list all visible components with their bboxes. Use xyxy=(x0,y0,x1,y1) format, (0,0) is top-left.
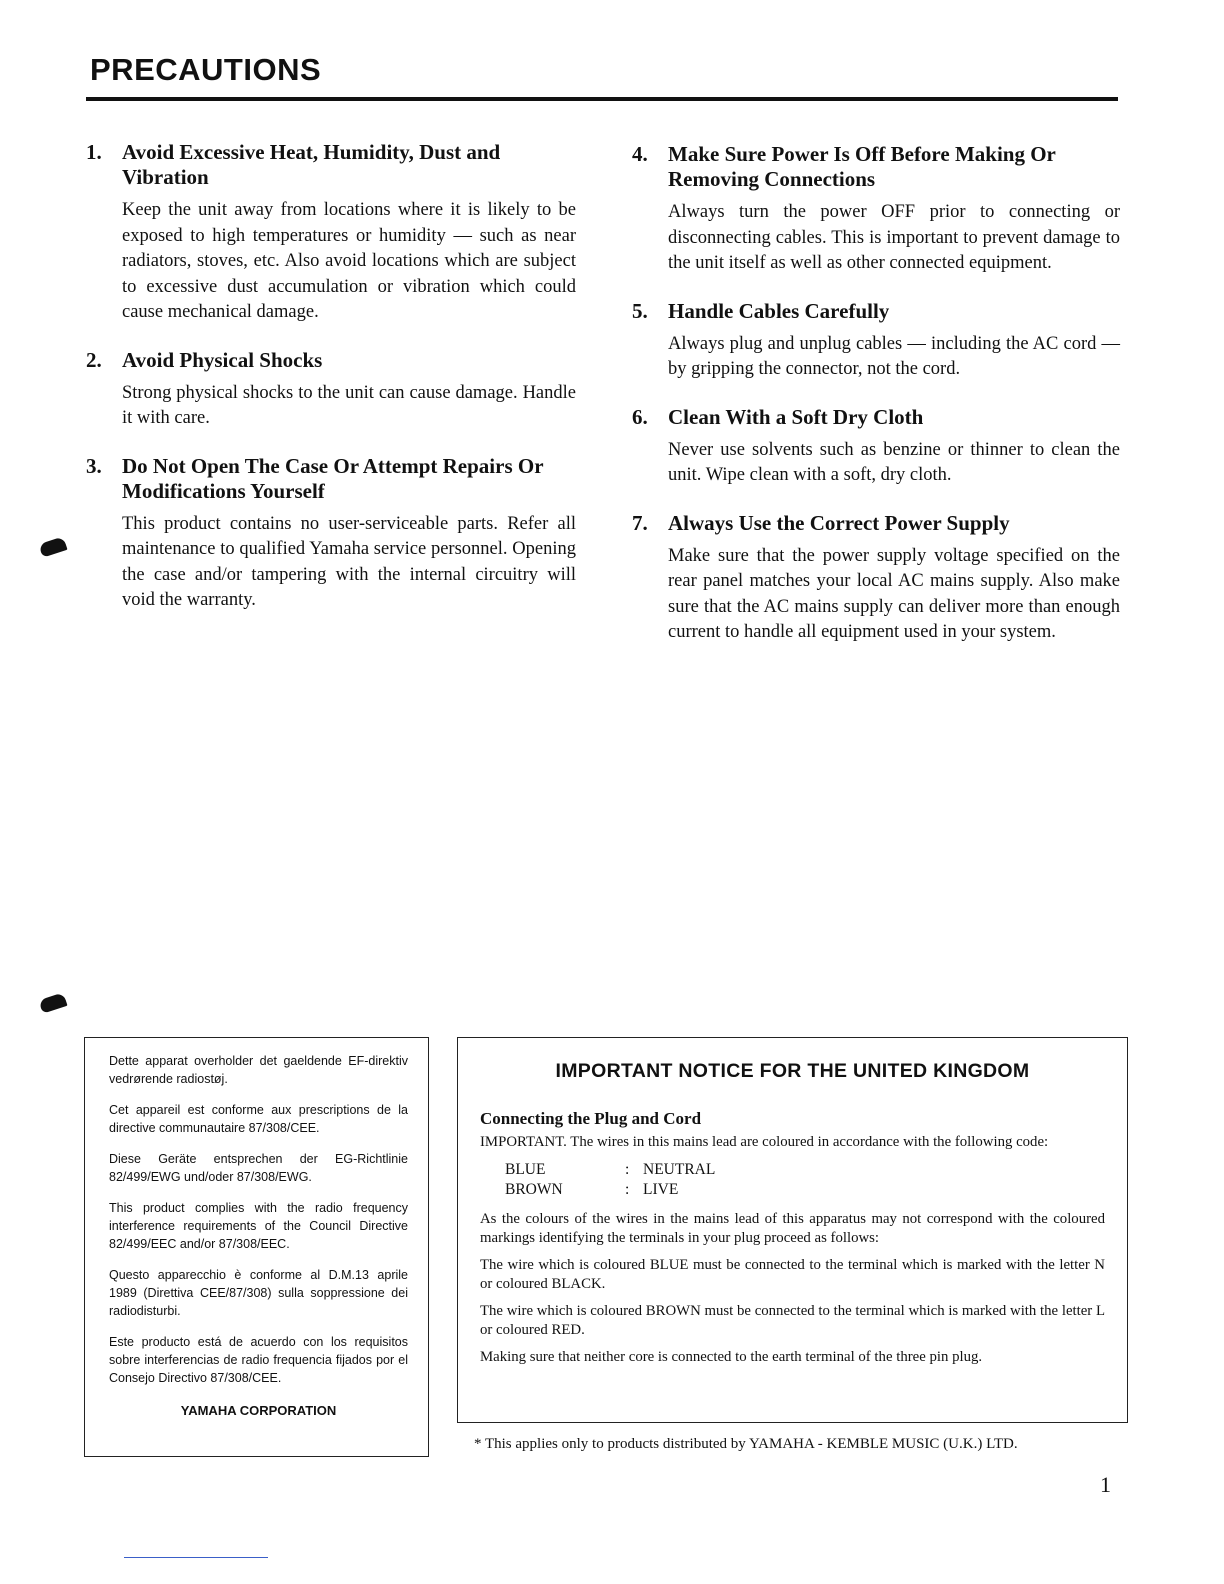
wire-separator: : xyxy=(625,1181,630,1198)
precaution-body: Never use solvents such as benzine or thinner to clean the unit. Wipe clean with a soft, dry cloth. xyxy=(668,439,1120,485)
uk-notice-subtitle: Connecting the Plug and Cord xyxy=(480,1109,702,1128)
wire-separator: : xyxy=(625,1161,630,1178)
precaution-item xyxy=(632,511,1120,646)
precaution-heading: Handle Cables Carefully xyxy=(668,298,890,323)
precaution-number: 6. xyxy=(632,404,648,429)
margin-mark xyxy=(38,992,67,1013)
page-number: 1 xyxy=(1100,1472,1111,1497)
precaution-item xyxy=(86,454,576,614)
eu-notice-english: This product complies with the radio frequency interference requirements of the Council Directive 82/499/EEC and/or 87/308/EEC. xyxy=(109,1201,408,1251)
precaution-heading: Make Sure Power Is Off Before Making Or Removing Connections xyxy=(668,142,1056,191)
precaution-heading: Avoid Physical Shocks xyxy=(122,347,323,372)
uk-notice-paragraph: Making sure that neither core is connected to the earth terminal of the three pin plug. xyxy=(480,1349,983,1365)
wire-colour: BLUE xyxy=(505,1161,546,1178)
page-title: PRECAUTIONS xyxy=(90,52,322,87)
uk-notice-paragraph: The wire which is coloured BLUE must be connected to the terminal which is marked with the letter N or coloured BLACK. xyxy=(480,1257,1105,1292)
precaution-body: Strong physical shocks to the unit can cause damage. Handle it with care. xyxy=(122,382,576,428)
uk-notice xyxy=(457,1037,1128,1423)
eu-notice-french: Cet appareil est conforme aux prescriptions de la directive communautaire 87/308/CEE. xyxy=(109,1103,408,1135)
wire-code-row xyxy=(480,1160,1105,1180)
title-rule xyxy=(86,97,1118,101)
precautions-right-column xyxy=(632,142,1120,646)
margin-mark xyxy=(38,536,67,557)
precaution-number: 2. xyxy=(86,347,102,372)
precaution-number: 4. xyxy=(632,142,648,166)
uk-footnote: * This applies only to products distributed by YAMAHA - KEMBLE MUSIC (U.K.) LTD. xyxy=(474,1436,1018,1452)
uk-notice-intro: IMPORTANT. The wires in this mains lead are coloured in accordance with the following code: xyxy=(480,1134,1049,1150)
eu-notice-spanish: Este producto está de acuerdo con los requisitos sobre interferencias de radio frequencia fijados por el Consejo Directivo 87/308/CEE. xyxy=(109,1335,408,1385)
wire-meaning: NEUTRAL xyxy=(643,1161,716,1178)
precaution-number: 1. xyxy=(86,140,102,164)
precaution-item xyxy=(632,142,1120,277)
uk-notice-paragraph: The wire which is coloured BROWN must be connected to the terminal which is marked with the letter L or coloured RED. xyxy=(480,1303,1105,1338)
wire-colour: BROWN xyxy=(505,1181,563,1198)
uk-notice-title: IMPORTANT NOTICE FOR THE UNITED KINGDOM xyxy=(555,1060,1030,1082)
precaution-number: 5. xyxy=(632,298,648,323)
wire-meaning: LIVE xyxy=(643,1181,679,1198)
wire-code-row xyxy=(480,1180,1105,1200)
eu-compliance-notice xyxy=(84,1037,429,1457)
uk-notice-paragraph: As the colours of the wires in the mains lead of this apparatus may not correspond with the coloured markings identifying the terminals in your plug proceed as follows: xyxy=(480,1211,1105,1246)
precaution-body: Make sure that the power supply voltage specified on the rear panel matches your local AC mains supply. Also make sure that the AC mains supply can deliver more than enough current to handle all equipment used in your system. xyxy=(668,545,1120,642)
precaution-heading: Do Not Open The Case Or Attempt Repairs Or Modifications Yourself xyxy=(122,453,544,503)
precaution-heading: Always Use the Correct Power Supply xyxy=(668,510,1010,535)
eu-notice-italian: Questo apparecchio è conforme al D.M.13 aprile 1989 (Direttiva CEE/87/308) sulla soppressione dei radiodisturbi. xyxy=(109,1268,408,1318)
eu-notice-german: Diese Geräte entsprechen der EG-Richtlinie 82/499/EWG und/oder 87/308/EWG. xyxy=(109,1152,408,1184)
precaution-item xyxy=(86,140,576,326)
company-name: YAMAHA CORPORATION xyxy=(180,1403,337,1418)
precaution-number: 7. xyxy=(632,510,648,535)
bottom-rule xyxy=(124,1557,268,1558)
eu-notice-danish: Dette apparat overholder det gaeldende EF-direktiv vedrørende radiostøj. xyxy=(109,1054,408,1086)
precaution-heading: Avoid Excessive Heat, Humidity, Dust and Vibration xyxy=(122,140,501,189)
precaution-body: Keep the unit away from locations where it is likely to be exposed to high temperatures or humidity — such as near radiators, stoves, etc. Also avoid locations which are subject to excessive dust accumulation or vibration which could cause mechanical damage. xyxy=(122,200,576,322)
precaution-body: Always plug and unplug cables — including the AC cord — by gripping the connector, not the cord. xyxy=(668,333,1120,379)
wire-colour-code-table xyxy=(480,1160,1105,1200)
precaution-body: Always turn the power OFF prior to connecting or disconnecting cables. This is important to prevent damage to the unit itself as well as other connected equipment. xyxy=(668,202,1120,273)
precautions-left-column xyxy=(86,140,576,614)
precaution-item xyxy=(86,348,576,432)
precaution-item xyxy=(632,405,1120,489)
precaution-body: This product contains no user-serviceable parts. Refer all maintenance to qualified Yamaha service personnel. Opening the case and/or tampering with the internal circuitry will void the warranty. xyxy=(122,513,576,610)
precaution-number: 3. xyxy=(86,453,102,478)
precaution-heading: Clean With a Soft Dry Cloth xyxy=(668,404,924,429)
precaution-item xyxy=(632,299,1120,383)
